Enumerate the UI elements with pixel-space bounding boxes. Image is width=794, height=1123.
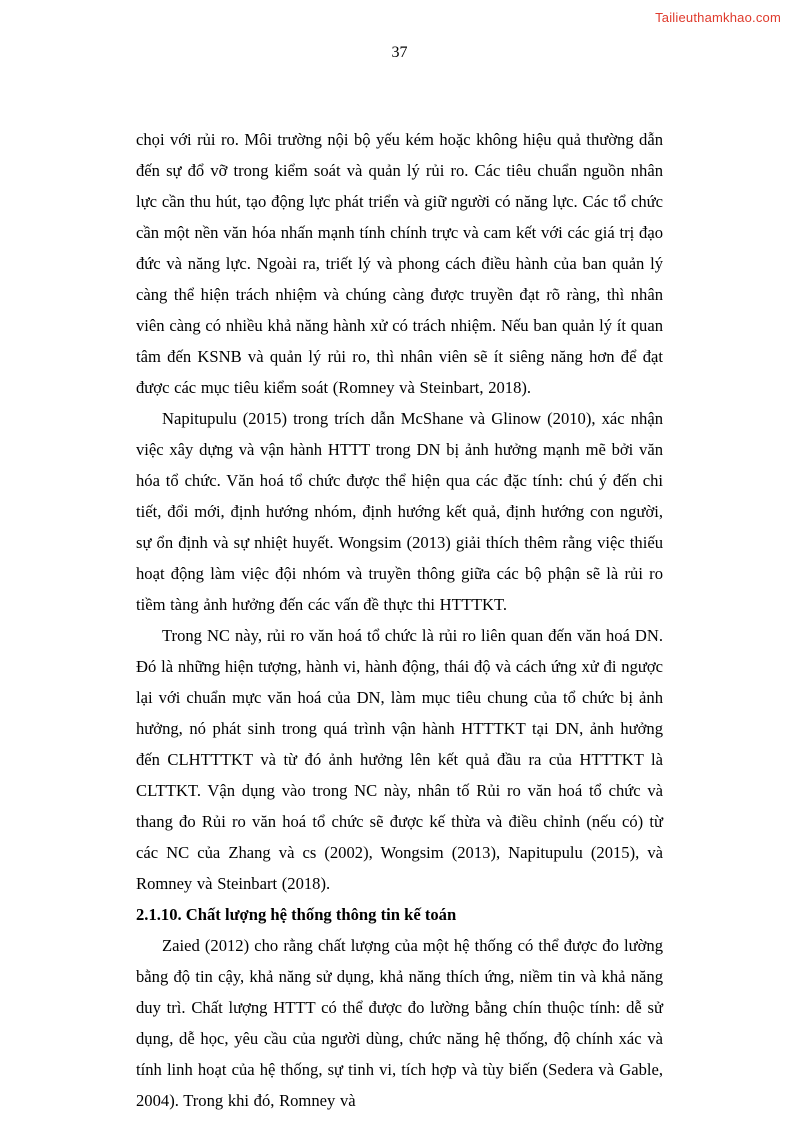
paragraph-culture-risk-definition: Trong NC này, rủi ro văn hoá tổ chức là rủi ro liên quan đến văn hoá DN. Đó là những hiện tượng, hành vi, hành động, thái độ và cách ứng xử đi ngược lại với chuẩn mực văn hoá của DN, làm mục tiêu chung của tổ chức bị ảnh hưởng, nó phát sinh trong quá trình vận hành HTTTKT tại DN, ảnh hưởng đến CLHTTTKT và từ đó ảnh hưởng lên kết quả đầu ra của HTTTKT là CLTTKT. Vận dụng vào trong NC này, nhân tố Rủi ro văn hoá tổ chức và thang đo Rủi ro văn hoá tổ chức sẽ được kế thừa và điều chỉnh (nếu có) từ các NC của Zhang và cs (2002), Wongsim (2013), Napitupulu (2015), và Romney và Steinbart (2018). (136, 626, 663, 893)
section-heading-2-1-10: 2.1.10. Chất lượng hệ thống thông tin kế toán (136, 905, 457, 924)
page-content (136, 124, 663, 1116)
watermark-text: Tailieuthamkhao.com (655, 10, 781, 25)
paragraph-napitupulu-culture: Napitupulu (2015) trong trích dẫn McShane và Glinow (2010), xác nhận việc xây dựng và vận hành HTTT trong DN bị ảnh hưởng mạnh mẽ bởi văn hóa tổ chức. Văn hoá tổ chức được thể hiện qua các đặc tính: chú ý đến chi tiết, đổi mới, định hướng nhóm, định hướng kết quả, định hướng con người, sự ổn định và sự nhiệt huyết. Wongsim (2013) giải thích thêm rằng việc thiếu hoạt động làm việc đội nhóm và truyền thông giữa các bộ phận sẽ là rủi ro tiềm tàng ảnh hưởng đến các vấn đề thực thi HTTTKT. (136, 409, 663, 614)
paragraph-zaied-system-quality: Zaied (2012) cho rằng chất lượng của một hệ thống có thể được đo lường bằng độ tin cậy, khả năng sử dụng, khả năng thích ứng, niềm tin và khả năng duy trì. Chất lượng HTTT có thể được đo lường bằng chín thuộc tính: dễ sử dụng, dễ học, yêu cầu của người dùng, chức năng hệ thống, độ chính xác và tính linh hoạt của hệ thống, sự tinh vi, tích hợp và tùy biến (Sedera và Gable, 2004). Trong khi đó, Romney và (136, 936, 663, 1110)
page-number: 37 (391, 44, 408, 61)
paragraph-internal-environment: chọi với rủi ro. Môi trường nội bộ yếu kém hoặc không hiệu quả thường dẫn đến sự đổ vỡ trong kiểm soát và quản lý rủi ro. Các tiêu chuẩn nguồn nhân lực cần thu hút, tạo động lực phát triển và giữ người có năng lực. Các tổ chức cần một nền văn hóa nhấn mạnh tính chính trực và cam kết với các giá trị đạo đức và năng lực. Ngoài ra, triết lý và phong cách điều hành của ban quản lý càng thể hiện trách nhiệm và chúng càng được truyền đạt rõ ràng, thì nhân viên càng có nhiều khả năng hành xử có trách nhiệm. Nếu ban quản lý ít quan tâm đến KSNB và quản lý rủi ro, thì nhân viên sẽ ít siêng năng hơn để đạt được các mục tiêu kiểm soát (Romney và Steinbart, 2018). (136, 130, 663, 397)
